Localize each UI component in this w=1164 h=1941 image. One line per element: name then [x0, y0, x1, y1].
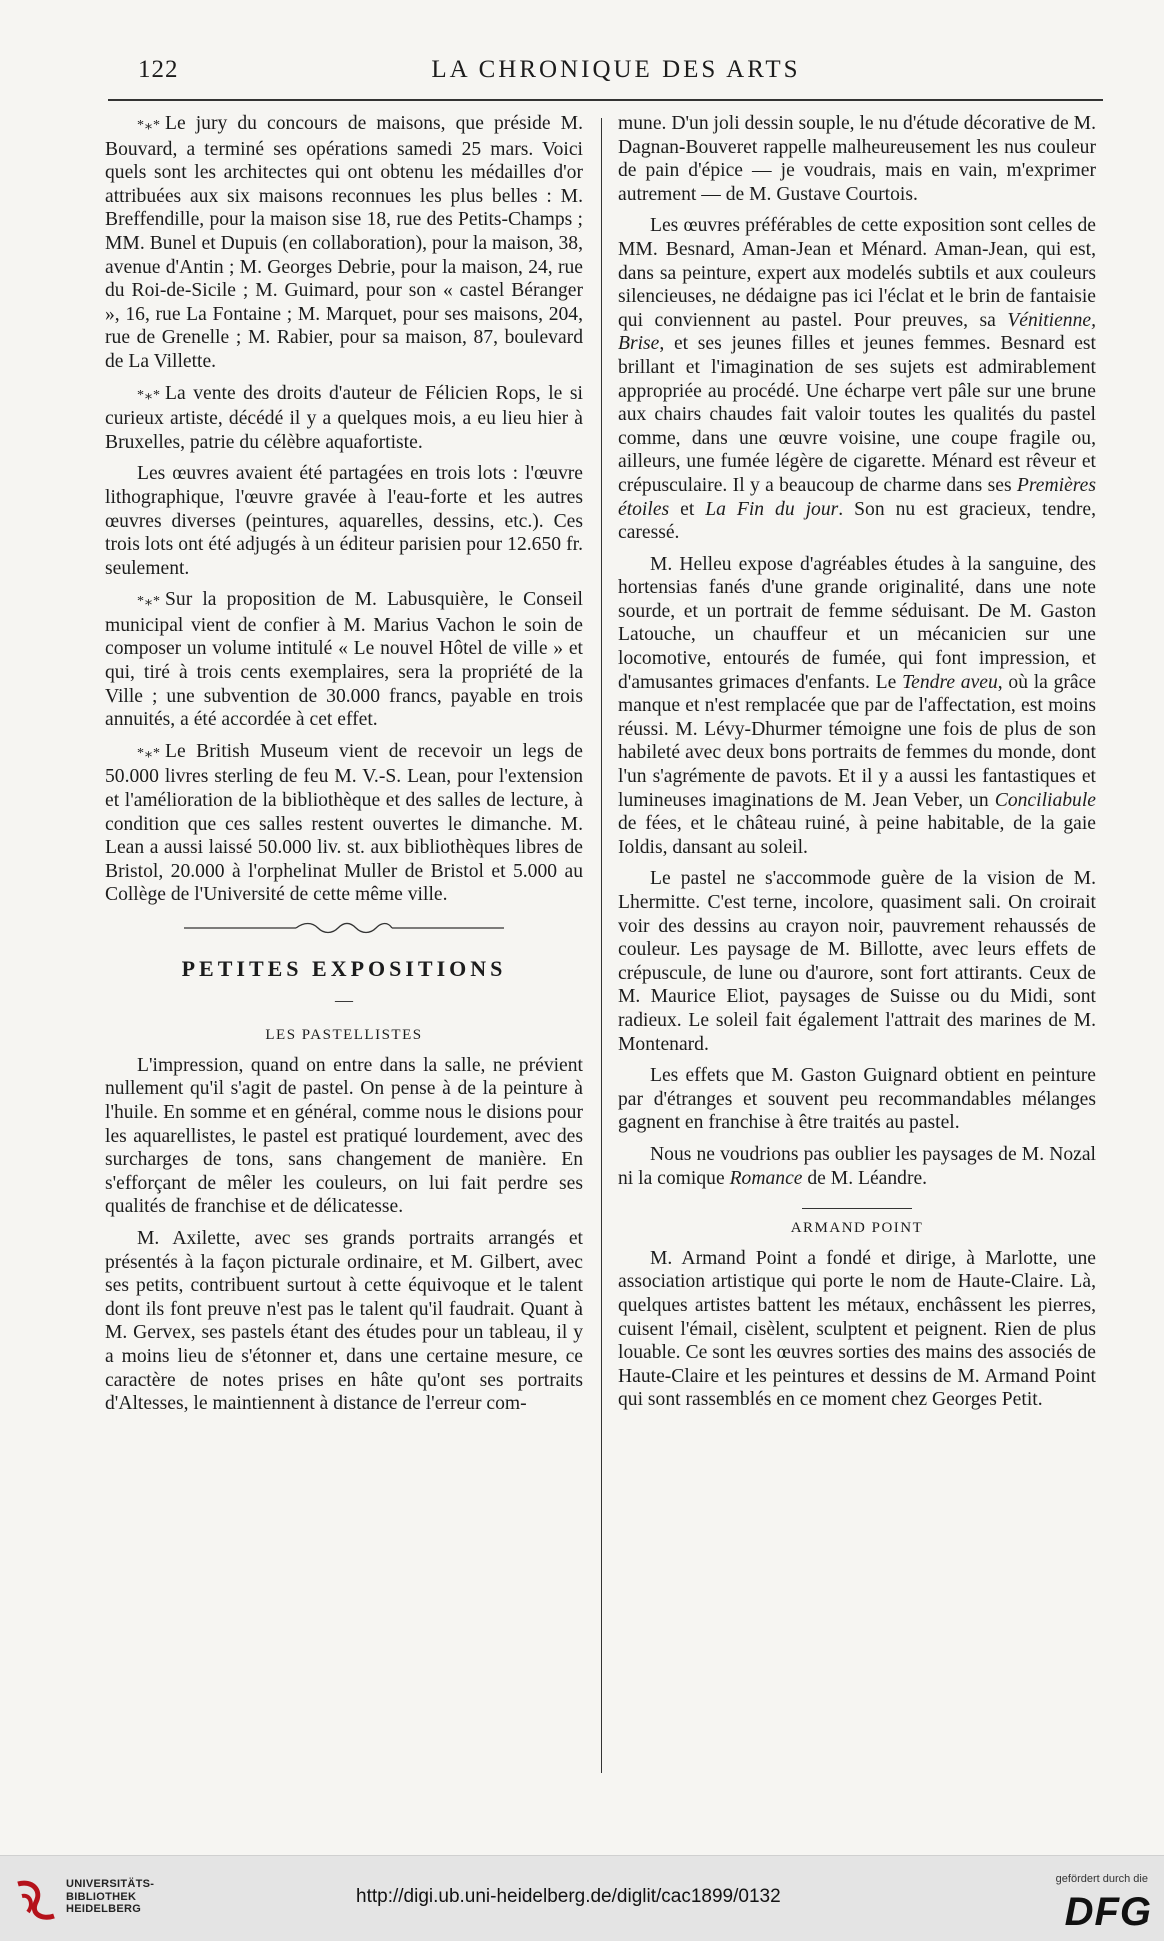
news-item: *⁎* Le jury du concours de maisons, que préside M. Bouvard, a terminé ses opérations samedi 25 mars. Voici quels sont les architectes qui ont obtenu les médailles d'or attribuées aux six maisons reconnues les plus belles : M. Breffendille, pour la maison sise 18, rue des Petits-Champs ; MM. Bunel et Dupuis (en collaboration), pour la maison, 38, avenue d'Antin ; M. Georges Debrie, pour la maison, 24, rue du Roi-de-Sicile ; M. Guimard, pour son « castel Béranger », 16, rue La Fontaine ; M. Marquet, pour ses maisons, 204, rue de Grenelle ; M. Rabier, pour sa maison, 87, boulevard de La Villette. — [105, 113, 583, 372]
news-item: *⁎* La vente des droits d'auteur de Félicien Rops, le si curieux artiste, décédé il y a quelques mois, a eu lieu hier à Bruxelles, patrie du célèbre aquafortiste. — [105, 382, 583, 453]
paragraph: M. Helleu expose d'agréables études à la sanguine, des hortensias fanés d'une grande originalité, dans une note sourde, et un portrait de femme séduisant. De M. Gaston Latouche, un chauffeur et un mécanicien sur une locomotive, entourés de fumée, qui font impression, et d'amusantes grimaces d'enfants. Le Tendre aveu, où la grâce manque et n'est remplacée que par de l'affectation, est moins réussi. M. Lévy-Dhurmer témoigne une fois de plus de son habileté avec deux bons portraits de femmes du monde, dont l'un s'agrémente de pavots. Et il y a aussi les fantastiques et lumineuses imaginations de M. Jean Veber, un Conciliabule de fées, et le château ruiné, à peine habitable, de la gaie Ioldis, dansant au soleil. — [618, 553, 1096, 858]
section-title: PETITES EXPOSITIONS — [181, 956, 507, 981]
paragraph: Les œuvres préférables de cette exposition sont celles de MM. Besnard, Aman-Jean et Ménard. Aman-Jean, qui est, dans sa peinture, expert aux modelés subtils et aux couleurs silencieuses, ne dédaigne pas ici l'éclat et le brin de fantaisie qui conviennent au pastel. Pour preuves, sa Vénitienne, Brise, et ses jeunes filles et jeunes femmes. Besnard est brillant et l'imagination de ses sujets est admirablement appropriée au procédé. Une écharpe vert pâle sur une brune aux chairs chaudes fait valoir toutes les qualités du pastel comme, dans une œuvre voisine, une coupe fragile ou, ailleurs, une fumée légère de cigarette. Ménard est rêveur et crépusculaire. Il y a beaucoup de charme dans ses Premières étoiles et La Fin du jour. Son nu est gracieux, tendre, caressé. — [618, 215, 1096, 544]
section-dash: — — [335, 989, 353, 1010]
asterism: *⁎* — [137, 594, 161, 610]
dfg-logo[interactable]: DFG — [1064, 1890, 1152, 1934]
subheading-pastellistes: LES PASTELLISTES — [265, 1027, 423, 1044]
header-rule — [108, 99, 1103, 101]
column-divider — [601, 118, 602, 1773]
page-header — [130, 56, 1102, 90]
funder-caption: gefördert durch die — [1055, 1873, 1148, 1885]
asterism: *⁎* — [137, 387, 161, 403]
asterism: *⁎* — [137, 118, 161, 133]
paragraph: L'impression, quand on entre dans la salle, ne prévient nullement qu'il s'agit de pastel. On pense à de la peinture à l'huile. En somme et en général, comme nous le disions pour les aquarellistes, le pastel est pratiqué lourdement, avec des surcharges de tons, sans changement de manière. En s'efforçant de mêler les couleurs, on lui fait perdre ses qualités de franchise et de délicatesse. — [105, 1054, 583, 1218]
viewer-footer — [0, 1855, 1164, 1941]
subheading-armand-point: ARMAND POINT — [790, 1220, 924, 1237]
decorative-rule-ornament — [184, 921, 504, 935]
permalink-url[interactable]: http://digi.ub.uni-heidelberg.de/diglit/cac1899/0132 — [356, 1886, 781, 1907]
asterism: *⁎* — [137, 745, 161, 761]
paragraph: Nous ne voudrions pas oublier les paysages de M. Nozal ni la comique Romance de M. Léandre. — [618, 1143, 1096, 1189]
news-item: *⁎* Le British Museum vient de recevoir un legs de 50.000 livres sterling de feu M. V.-S. Lean, pour l'extension et l'amélioration de la bibliothèque et des salles de lecture, à condition que ces salles restent ouvertes le dimanche. M. Lean a aussi laissé 50.000 liv. st. aux bibliothèques libres de Bristol, 20.000 à l'orphelinat Muller de Bristol et 5.000 au Collège de l'Université de cette même ville. — [105, 740, 583, 906]
right-column — [618, 112, 1096, 1420]
paragraph: Les effets que M. Gaston Guignard obtient en peinture par d'étranges et souvent peu recommandables mélanges gagnent en franchise à être traités au pastel. — [618, 1065, 1096, 1134]
paragraph: M. Axilette, avec ses grands portraits arrangés et présentés à la façon picturale ordinaire, et M. Gilbert, avec ses petits, contribuent surtout à cette équivoque et le talent dont ils font preuve n'est pas le talent qu'il faudrait. Quant à M. Gervex, ses pastels étant des études pour un tableau, il y a moins lieu de s'étonner et, dans une certaine mesure, ce caractère de notes prises en hâte qu'ont ses portraits d'Altesses, le maintiennent à distance de l'erreur com- — [105, 1227, 583, 1415]
news-item: Les œuvres avaient été partagées en trois lots : l'œuvre lithographique, l'œuvre gravée à l'eau-forte et les autres œuvres diverses (peintures, aquarelles, dessins, etc.). Ces trois lots ont été adjugés à un éditeur parisien pour 12.650 fr. seulement. — [105, 463, 583, 579]
left-column — [105, 112, 583, 1424]
paragraph: mune. D'un joli dessin souple, le nu d'étude décorative de M. Dagnan-Bouveret rappelle malheureusement les nus couleur de pain d'épice — je voudrais, mais en vain, m'exprimer autrement — de M. Gustave Courtois. — [618, 113, 1096, 205]
short-rule — [802, 1208, 912, 1209]
university-library-logo-icon[interactable] — [12, 1876, 60, 1924]
page-number: 122 — [138, 56, 179, 83]
running-title: LA CHRONIQUE DES ARTS — [431, 56, 801, 83]
paragraph: M. Armand Point a fondé et dirige, à Marlotte, une association artistique qui porte le nom de Haute-Claire. Là, quelques artistes battent les métaux, enchâssent les pierres, cuisent l'émail, cisèlent, sculptent et peignent. Rien de plus louable. Ce sont les œuvres sorties des mains des associés de Haute-Claire et les peintures et dessins de M. Armand Point qui sont rassemblés en ce moment chez Georges Petit. — [618, 1247, 1096, 1411]
news-item: *⁎* Sur la proposition de M. Labusquière, le Conseil municipal vient de confier à M. Marius Vachon le soin de composer un volume intitulé « Le nouvel Hôtel de ville » et qui, tiré à trois cents exemplaires, sera la propriété de la Ville ; une subvention de 30.000 francs, payable en trois annuités, a été accordée à cet effet. — [105, 589, 583, 731]
paragraph: Le pastel ne s'accommode guère de la vision de M. Lhermitte. C'est terne, incolore, quasiment sali. On croirait voir des dessins au crayon noir, pauvrement rehaussés de couleur. Les paysage de M. Billotte, avec leurs effets de crépuscule, de lune ou d'aurore, sont fort attirants. Ceux de M. Maurice Eliot, paysages de Suisse ou du Midi, sont radieux. Le soleil fait également l'attrait des marines de M. Montenard. — [618, 868, 1096, 1055]
library-name: UNIVERSITÄTS- BIBLIOTHEK HEIDELBERG — [66, 1878, 155, 1915]
